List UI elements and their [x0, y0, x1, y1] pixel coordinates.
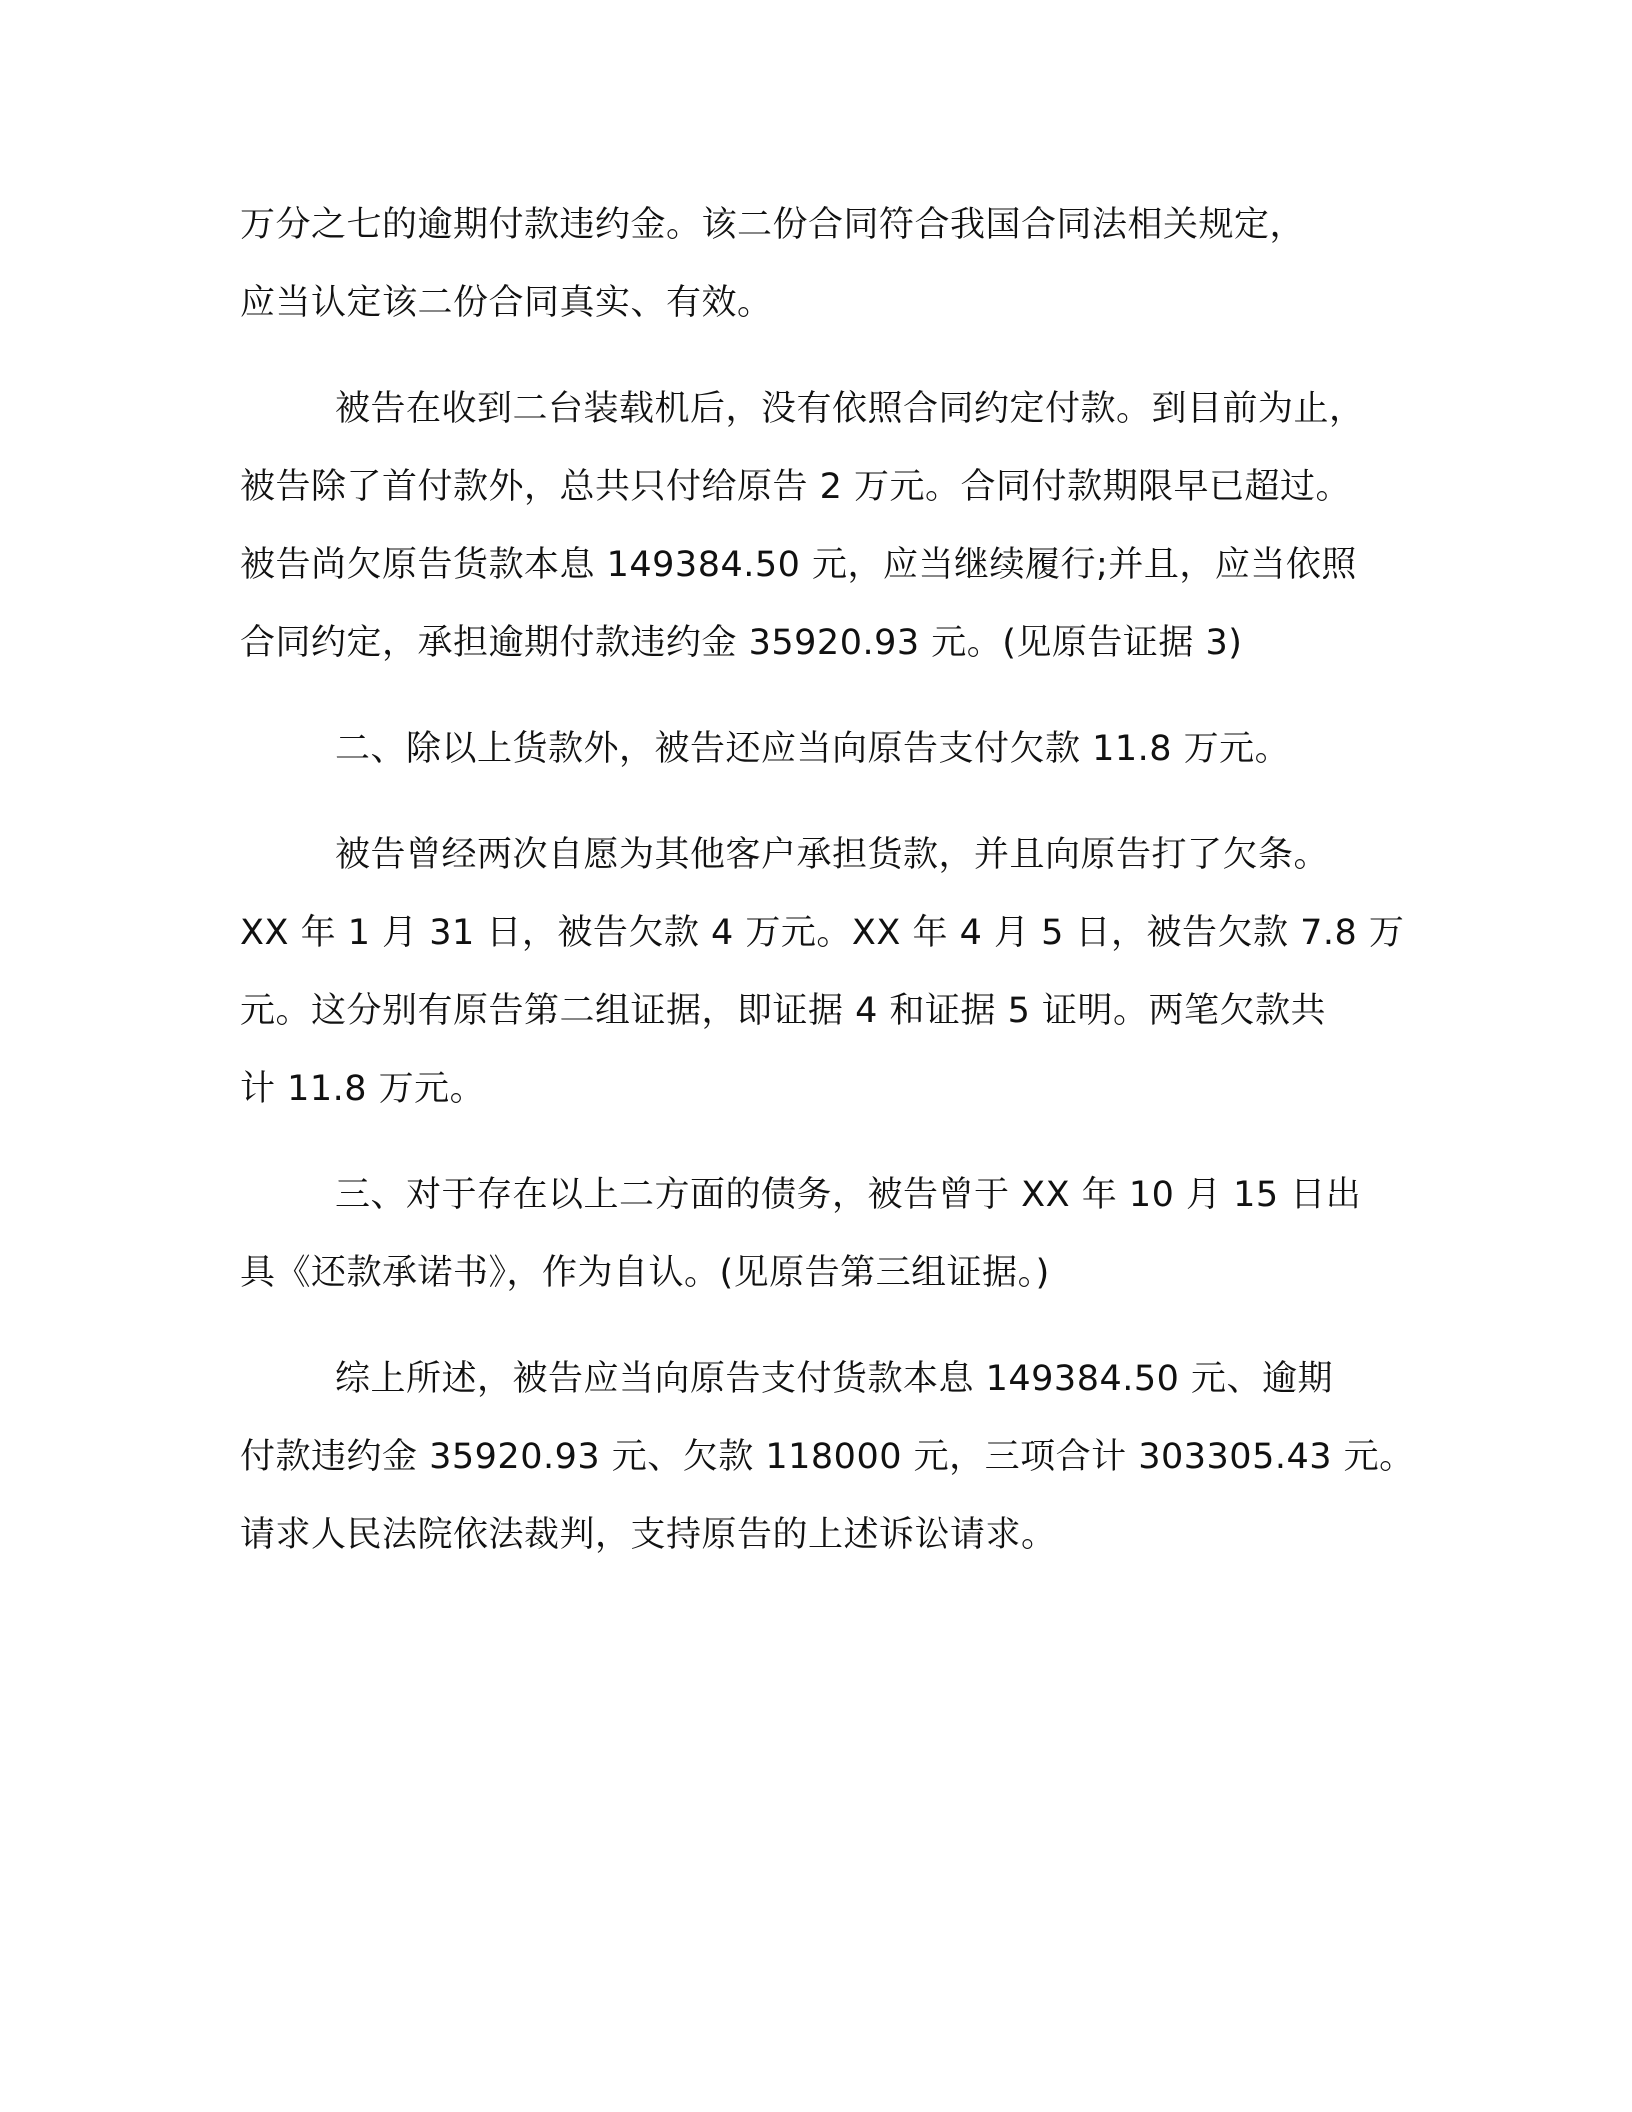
- text-line: 三、对于存在以上二方面的债务，被告曾于 XX 年 10 月 15 日出: [335, 1175, 1362, 1215]
- paragraph-iou-details: [240, 816, 1410, 1128]
- paragraph-section-two-heading: [240, 710, 1410, 788]
- paragraph-conclusion: [240, 1340, 1415, 1574]
- paragraph-section-three: [240, 1156, 1410, 1312]
- paragraph-payment-default: [240, 370, 1410, 682]
- text-line: 被告尚欠原告货款本息 149384.50 元，应当继续履行;并且，应当依照: [240, 545, 1357, 585]
- text-line: 被告曾经两次自愿为其他客户承担货款，并且向原告打了欠条。: [335, 835, 1330, 875]
- document-body: [240, 186, 1415, 1574]
- paragraph-gap: [240, 788, 1410, 816]
- text-line: 请求人民法院依法裁判，支持原告的上述诉讼请求。: [240, 1515, 1057, 1555]
- text-line: 具《还款承诺书》，作为自认。(见原告第三组证据。): [240, 1253, 1050, 1293]
- text-line: XX 年 1 月 31 日，被告欠款 4 万元。XX 年 4 月 5 日，被告欠款 7.8 万: [240, 913, 1405, 953]
- text-line: 万分之七的逾期付款违约金。该二份合同符合我国合同法相关规定，: [240, 205, 1306, 245]
- text-line: 元。这分别有原告第二组证据，即证据 4 和证据 5 证明。两笔欠款共: [240, 991, 1327, 1031]
- paragraph-gap: [240, 342, 1410, 370]
- text-line: 二、除以上货款外，被告还应当向原告支付欠款 11.8 万元。: [335, 729, 1291, 769]
- text-line: 综上所述，被告应当向原告支付货款本息 149384.50 元、逾期: [335, 1359, 1334, 1399]
- text-line: 被告在收到二台装载机后，没有依照合同约定付款。到目前为止，: [335, 389, 1365, 429]
- text-line: 付款违约金 35920.93 元、欠款 118000 元，三项合计 303305.43 元。: [240, 1437, 1415, 1477]
- text-line: 应当认定该二份合同真实、有效。: [240, 283, 773, 323]
- paragraph-contract-validity: [240, 186, 1410, 342]
- text-line: 计 11.8 万元。: [240, 1069, 486, 1109]
- text-line: 被告除了首付款外，总共只付给原告 2 万元。合同付款期限早已超过。: [240, 467, 1352, 507]
- paragraph-gap: [240, 682, 1410, 710]
- paragraph-gap: [240, 1128, 1410, 1156]
- text-line: 合同约定，承担逾期付款违约金 35920.93 元。(见原告证据 3): [240, 623, 1243, 663]
- paragraph-gap: [240, 1312, 1410, 1340]
